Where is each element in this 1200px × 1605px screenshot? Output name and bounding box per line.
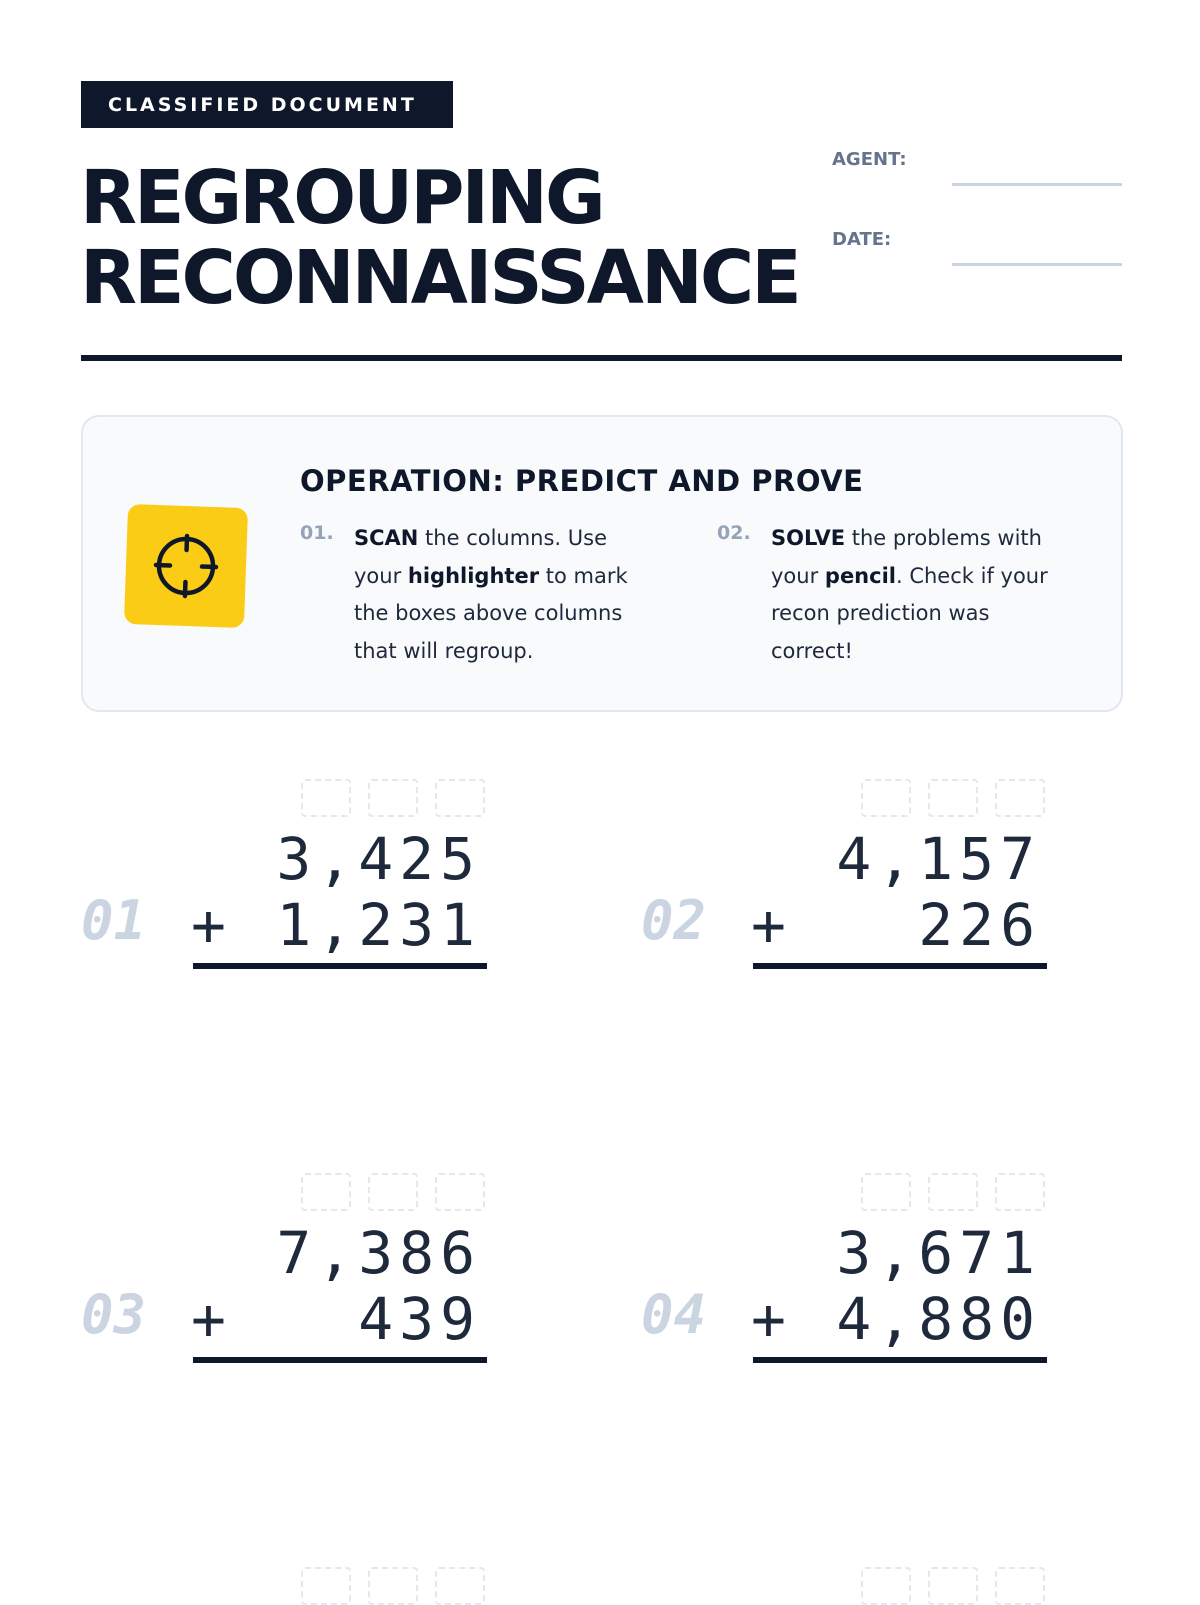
regroup-box[interactable] (301, 1567, 351, 1605)
problem-number: 01 (81, 889, 146, 952)
step-keyword: pencil (825, 564, 896, 588)
addend-top: 4,157 (836, 825, 1041, 893)
step-keyword: SCAN (354, 526, 418, 550)
addend-top: 3,425 (276, 825, 481, 893)
agent-label: AGENT: (832, 149, 907, 170)
addend-bottom: 4,880 (836, 1285, 1041, 1353)
problem-number: 03 (81, 1283, 146, 1346)
regroup-box[interactable] (368, 1173, 418, 1211)
page-title (80, 158, 799, 318)
title-line-2: RECONNAISSANCE (80, 238, 799, 318)
regroup-box[interactable] (301, 1173, 351, 1211)
step-text-part: . Check if your recon prediction was correct! (771, 564, 1048, 663)
header-rule (81, 355, 1122, 361)
date-field[interactable] (952, 263, 1122, 266)
step-number: 02. (717, 522, 751, 544)
problem-card (81, 1173, 561, 1383)
problem-number: 02 (641, 889, 706, 952)
addend-top: 7,386 (276, 1219, 481, 1287)
target-tile (124, 504, 248, 628)
regroup-box[interactable] (928, 779, 978, 817)
regroup-box[interactable] (928, 1173, 978, 1211)
title-line-1: REGROUPING (80, 158, 799, 238)
briefing-heading: OPERATION: PREDICT AND PROVE (300, 464, 863, 498)
problem-card (81, 779, 561, 989)
plus-sign: + (191, 891, 226, 959)
regroup-box[interactable] (928, 1567, 978, 1605)
step-text-part: the problems with your (771, 526, 1042, 588)
regroup-box[interactable] (861, 1567, 911, 1605)
addend-top: 3,671 (836, 1219, 1041, 1287)
plus-sign: + (751, 891, 786, 959)
briefing-panel (81, 415, 1123, 712)
step-text-part: to mark the boxes above columns that will regroup. (354, 564, 628, 663)
regroup-box[interactable] (301, 779, 351, 817)
step-keyword: highlighter (408, 564, 539, 588)
regroup-box[interactable] (995, 779, 1045, 817)
classified-badge: CLASSIFIED DOCUMENT (81, 81, 453, 128)
addend-bottom: 226 (918, 891, 1041, 959)
addend-bottom: 439 (358, 1285, 481, 1353)
regroup-box[interactable] (368, 779, 418, 817)
regroup-box[interactable] (995, 1567, 1045, 1605)
problem-number: 04 (641, 1283, 706, 1346)
regroup-box[interactable] (861, 779, 911, 817)
step-text (354, 520, 654, 670)
regroup-box[interactable] (861, 1173, 911, 1211)
date-label: DATE: (832, 229, 891, 250)
answer-line (753, 1357, 1047, 1363)
step-keyword: SOLVE (771, 526, 845, 550)
answer-line (193, 1357, 487, 1363)
regroup-box[interactable] (435, 1567, 485, 1605)
regroup-box[interactable] (435, 779, 485, 817)
step-text (771, 520, 1071, 670)
plus-sign: + (191, 1285, 226, 1353)
step-text-part: the columns. Use your (354, 526, 607, 588)
regroup-box[interactable] (995, 1173, 1045, 1211)
problem-card (641, 1173, 1121, 1383)
agent-field[interactable] (952, 183, 1122, 186)
step-number: 01. (300, 522, 334, 544)
problem-card (641, 779, 1121, 989)
answer-line (193, 963, 487, 969)
crosshair-icon (152, 532, 220, 600)
addend-bottom: 1,231 (276, 891, 481, 959)
regroup-box[interactable] (368, 1567, 418, 1605)
plus-sign: + (751, 1285, 786, 1353)
regroup-box[interactable] (435, 1173, 485, 1211)
answer-line (753, 963, 1047, 969)
